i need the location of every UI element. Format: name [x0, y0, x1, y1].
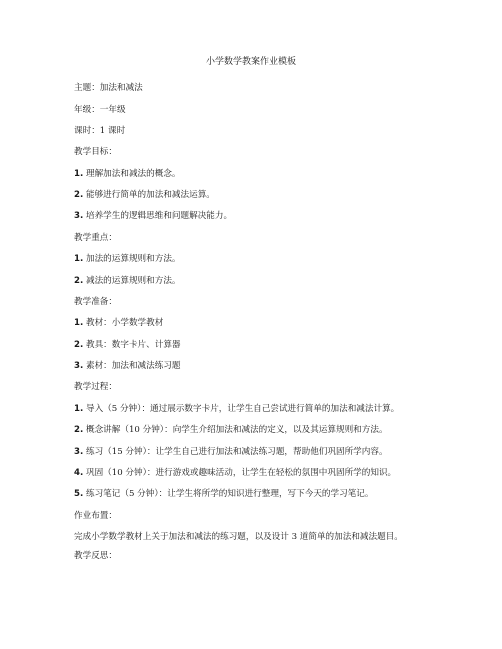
item-text: 加法的运算规则和方法。: [83, 254, 181, 264]
item-text: 练习笔记（5 分钟）：让学生将所学的知识进行整理，写下今天的学习笔记。: [83, 489, 374, 499]
topic-line: 主题：加法和减法: [74, 83, 143, 93]
item-text: 概念讲解（10 分钟）：向学生介绍加法和减法的定义，以及其运算规则和方法。: [83, 425, 388, 435]
item-number: 3.: [74, 361, 84, 371]
key-point-item: [74, 275, 181, 287]
item-text: 理解加法和减法的概念。: [83, 169, 181, 179]
process-item: [74, 488, 373, 500]
process-item: [74, 446, 388, 458]
item-text: 导入（5 分钟）：通过展示数字卡片，让学生自己尝试进行简单的加法和减法计算。: [83, 404, 400, 414]
preparation-item: [74, 317, 163, 329]
homework-heading: 作业布置：: [74, 511, 117, 521]
item-text: 教具：数字卡片、计算器: [83, 340, 181, 350]
item-number: 2.: [74, 425, 84, 435]
key-points-heading: 教学重点：: [74, 233, 117, 243]
process-heading: 教学过程：: [74, 382, 117, 392]
objectives-heading: 教学目标：: [74, 147, 117, 157]
preparation-heading: 教学准备：: [74, 297, 117, 307]
item-number: 1.: [74, 318, 84, 328]
preparation-item: [74, 360, 181, 372]
item-text: 素材：加法和减法练习题: [83, 361, 181, 371]
homework-text: 完成小学数学教材上关于加法和减法的练习题，以及设计 3 道简单的加法和减法题目。: [74, 532, 403, 542]
item-text: 减法的运算规则和方法。: [83, 276, 181, 286]
objective-item: [74, 210, 232, 222]
item-number: 5.: [74, 489, 84, 499]
document-title: 小学数学教案作业模板: [205, 57, 296, 67]
item-text: 巩固（10 分钟）：进行游戏或趣味活动，让学生在轻松的氛围中巩固所学的知识。: [83, 468, 397, 478]
process-item: [74, 467, 396, 479]
item-number: 1.: [74, 404, 84, 414]
preparation-item: [74, 339, 181, 351]
process-item: [74, 424, 388, 436]
item-number: 3.: [74, 211, 84, 221]
item-number: 4.: [74, 468, 84, 478]
reflection-heading: 教学反思：: [74, 551, 117, 561]
item-text: 能够进行简单的加法和减法运算。: [83, 190, 215, 200]
grade-line: 年级：一年级: [74, 105, 126, 115]
item-text: 教材：小学数学教材: [83, 318, 164, 328]
item-number: 1.: [74, 169, 84, 179]
item-number: 1.: [74, 254, 84, 264]
item-number: 2.: [74, 276, 84, 286]
item-number: 2.: [74, 340, 84, 350]
objective-item: [74, 168, 181, 180]
key-point-item: [74, 253, 181, 265]
process-item: [74, 403, 399, 415]
item-text: 培养学生的逻辑思维和问题解决能力。: [83, 211, 233, 221]
item-number: 2.: [74, 190, 84, 200]
item-number: 3.: [74, 447, 84, 457]
objective-item: [74, 189, 215, 201]
class-hours-line: 课时：1 课时: [74, 126, 126, 136]
item-text: 练习（15 分钟）：让学生自己进行加法和减法练习题，帮助他们巩固所学内容。: [83, 447, 388, 457]
